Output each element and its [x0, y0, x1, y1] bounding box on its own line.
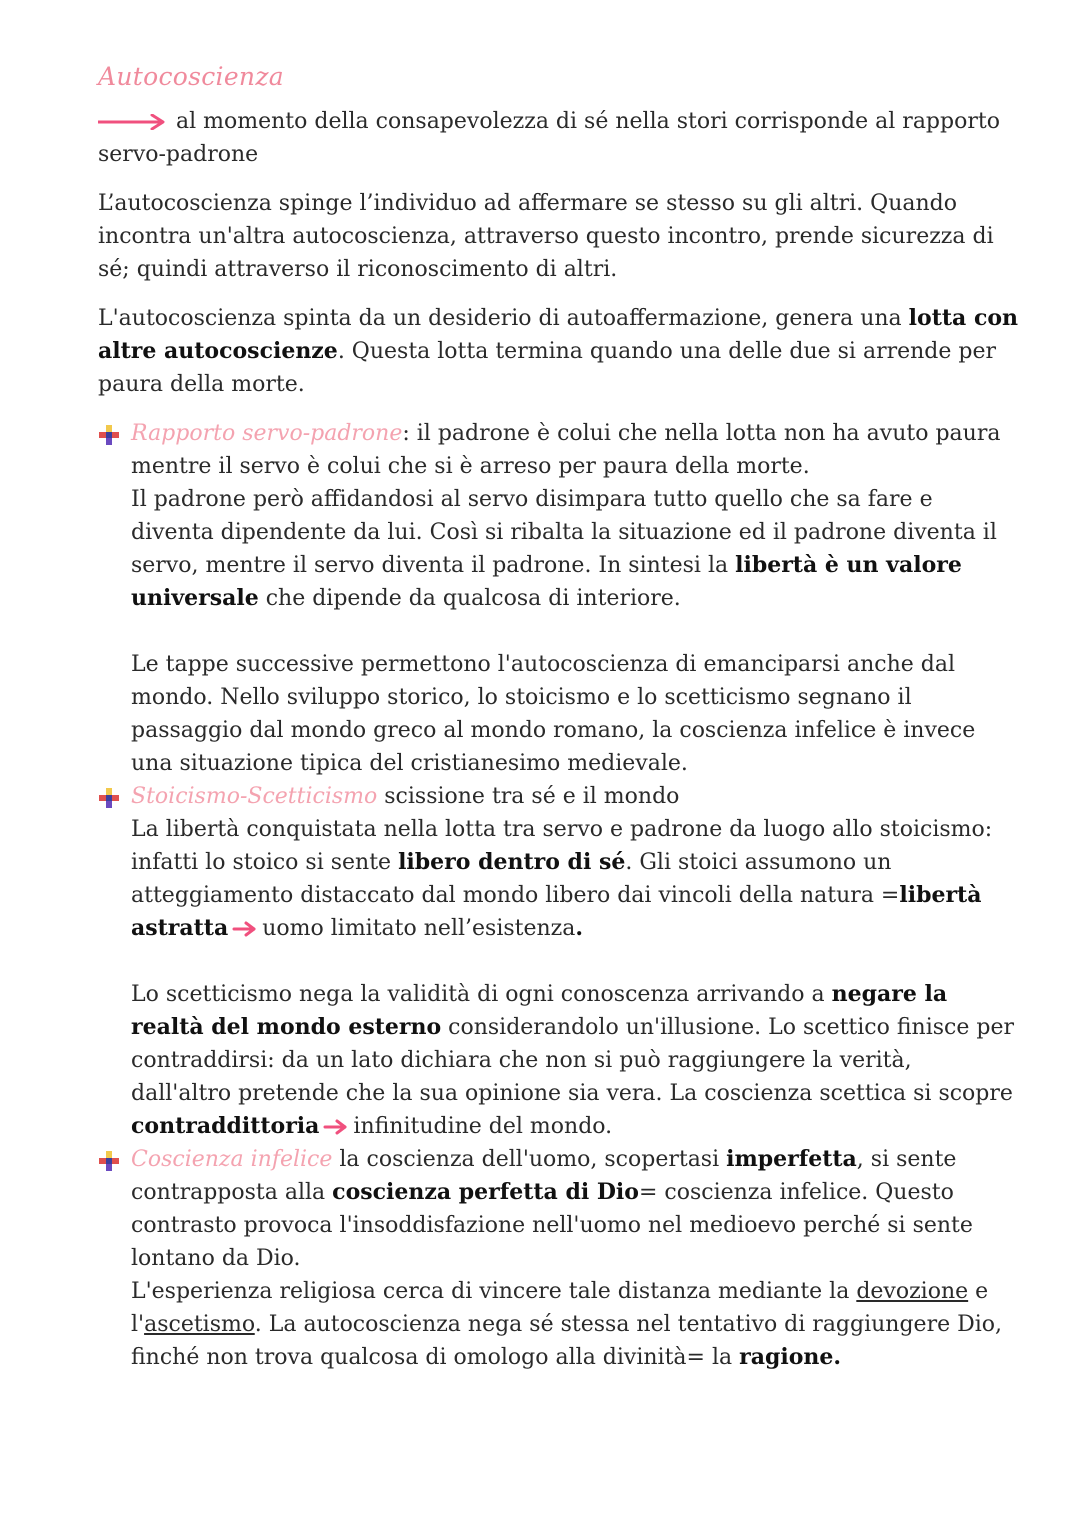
intro-paragraph — [98, 105, 1018, 171]
bullet-diamond-icon — [98, 787, 120, 809]
arrow-right-icon — [323, 1119, 349, 1135]
arrow-right-icon — [98, 114, 166, 130]
bullet-stoicismo-scetticismo: Stoicismo-Scetticismo scissione tra sé e il mondo La libertà conquistata nella lotta tra servo e padrone da luogo allo stoicismo: infatti lo stoico si sente libero dentro di sé. Gli stoici assumono un atteggiamento distaccato dal mondo libero dai vincoli della natura =libertà astratta uomo limitato nell’esistenza. Lo scetticismo nega la validità di ogni conoscenza arrivando a negare la realtà del mondo esterno considerandolo un'illusione. Lo scettico finisce per contraddirsi: da un lato dichiara che non si può raggiungere la verità, dall'altro pretende che la sua opinione sia vera. La coscienza scettica si scopre contraddittoria infinitudine del mondo. — [98, 780, 1018, 1143]
arrow-right-icon — [232, 921, 258, 937]
bold-lotta: lotta con altre autocoscienze — [98, 305, 1019, 364]
page-title: Autocoscienza — [98, 62, 285, 91]
bullet-label: Stoicismo-Scetticismo — [131, 784, 378, 809]
bullet-coscienza-infelice: Coscienza infelice la coscienza dell'uomo, scopertasi imperfetta, si sente contrapposta alla coscienza perfetta di Dio= coscienza infelice. Questo contrasto provoca l'insoddisfazione nell'uomo nel medioevo perché si sente lontano da Dio. L'esperienza religiosa cerca di vincere tale distanza mediante la devozione e l'ascetismo. La autocoscienza nega sé stessa nel tentativo di raggiungere Dio, finché non trova qualcosa di omologo alla divinità= la ragione. — [98, 1143, 1018, 1374]
bullet-diamond-icon — [98, 424, 120, 446]
document-page — [98, 62, 1018, 1374]
bullet-rapporto-servo-padrone: Rapporto servo-padrone: il padrone è colui che nella lotta non ha avuto paura mentre il servo è colui che si è arreso per paura della morte. Il padrone però affidandosi al servo disimpara tutto quello che sa fare e diventa dipendente da lui. Così si ribalta la situazione ed il padrone diventa il servo, mentre il servo diventa il padrone. In sintesi la libertà è un valore universale che dipende da qualcosa di interiore. Le tappe successive permettono l'autocoscienza di emanciparsi anche dal mondo. Nello sviluppo storico, lo stoicismo e lo scetticismo segnano il passaggio dal mondo greco al mondo romano, la coscienza infelice è invece una situazione tipica del cristianesimo medievale. — [98, 417, 1018, 780]
bullet-label: Rapporto servo-padrone — [131, 421, 403, 446]
paragraph-1: L’autocoscienza spinge l’individuo ad affermare se stesso su gli altri. Quando incontra un'altra autocoscienza, attraverso questo incontro, prende sicurezza di sé; quindi attraverso il riconoscimento di altri. — [98, 191, 994, 282]
paragraph-2: L'autocoscienza spinta da un desiderio di autoaffermazione, genera una lotta con altre autocoscienze. Questa lotta termina quando una delle due si arrende per paura della morte. — [98, 305, 1019, 397]
bullet-diamond-icon — [98, 1150, 120, 1172]
bullet-label: Coscienza infelice — [131, 1147, 333, 1172]
intro-text: al momento della consapevolezza di sé nella stori corrisponde al rapporto servo-padrone — [98, 109, 1000, 167]
